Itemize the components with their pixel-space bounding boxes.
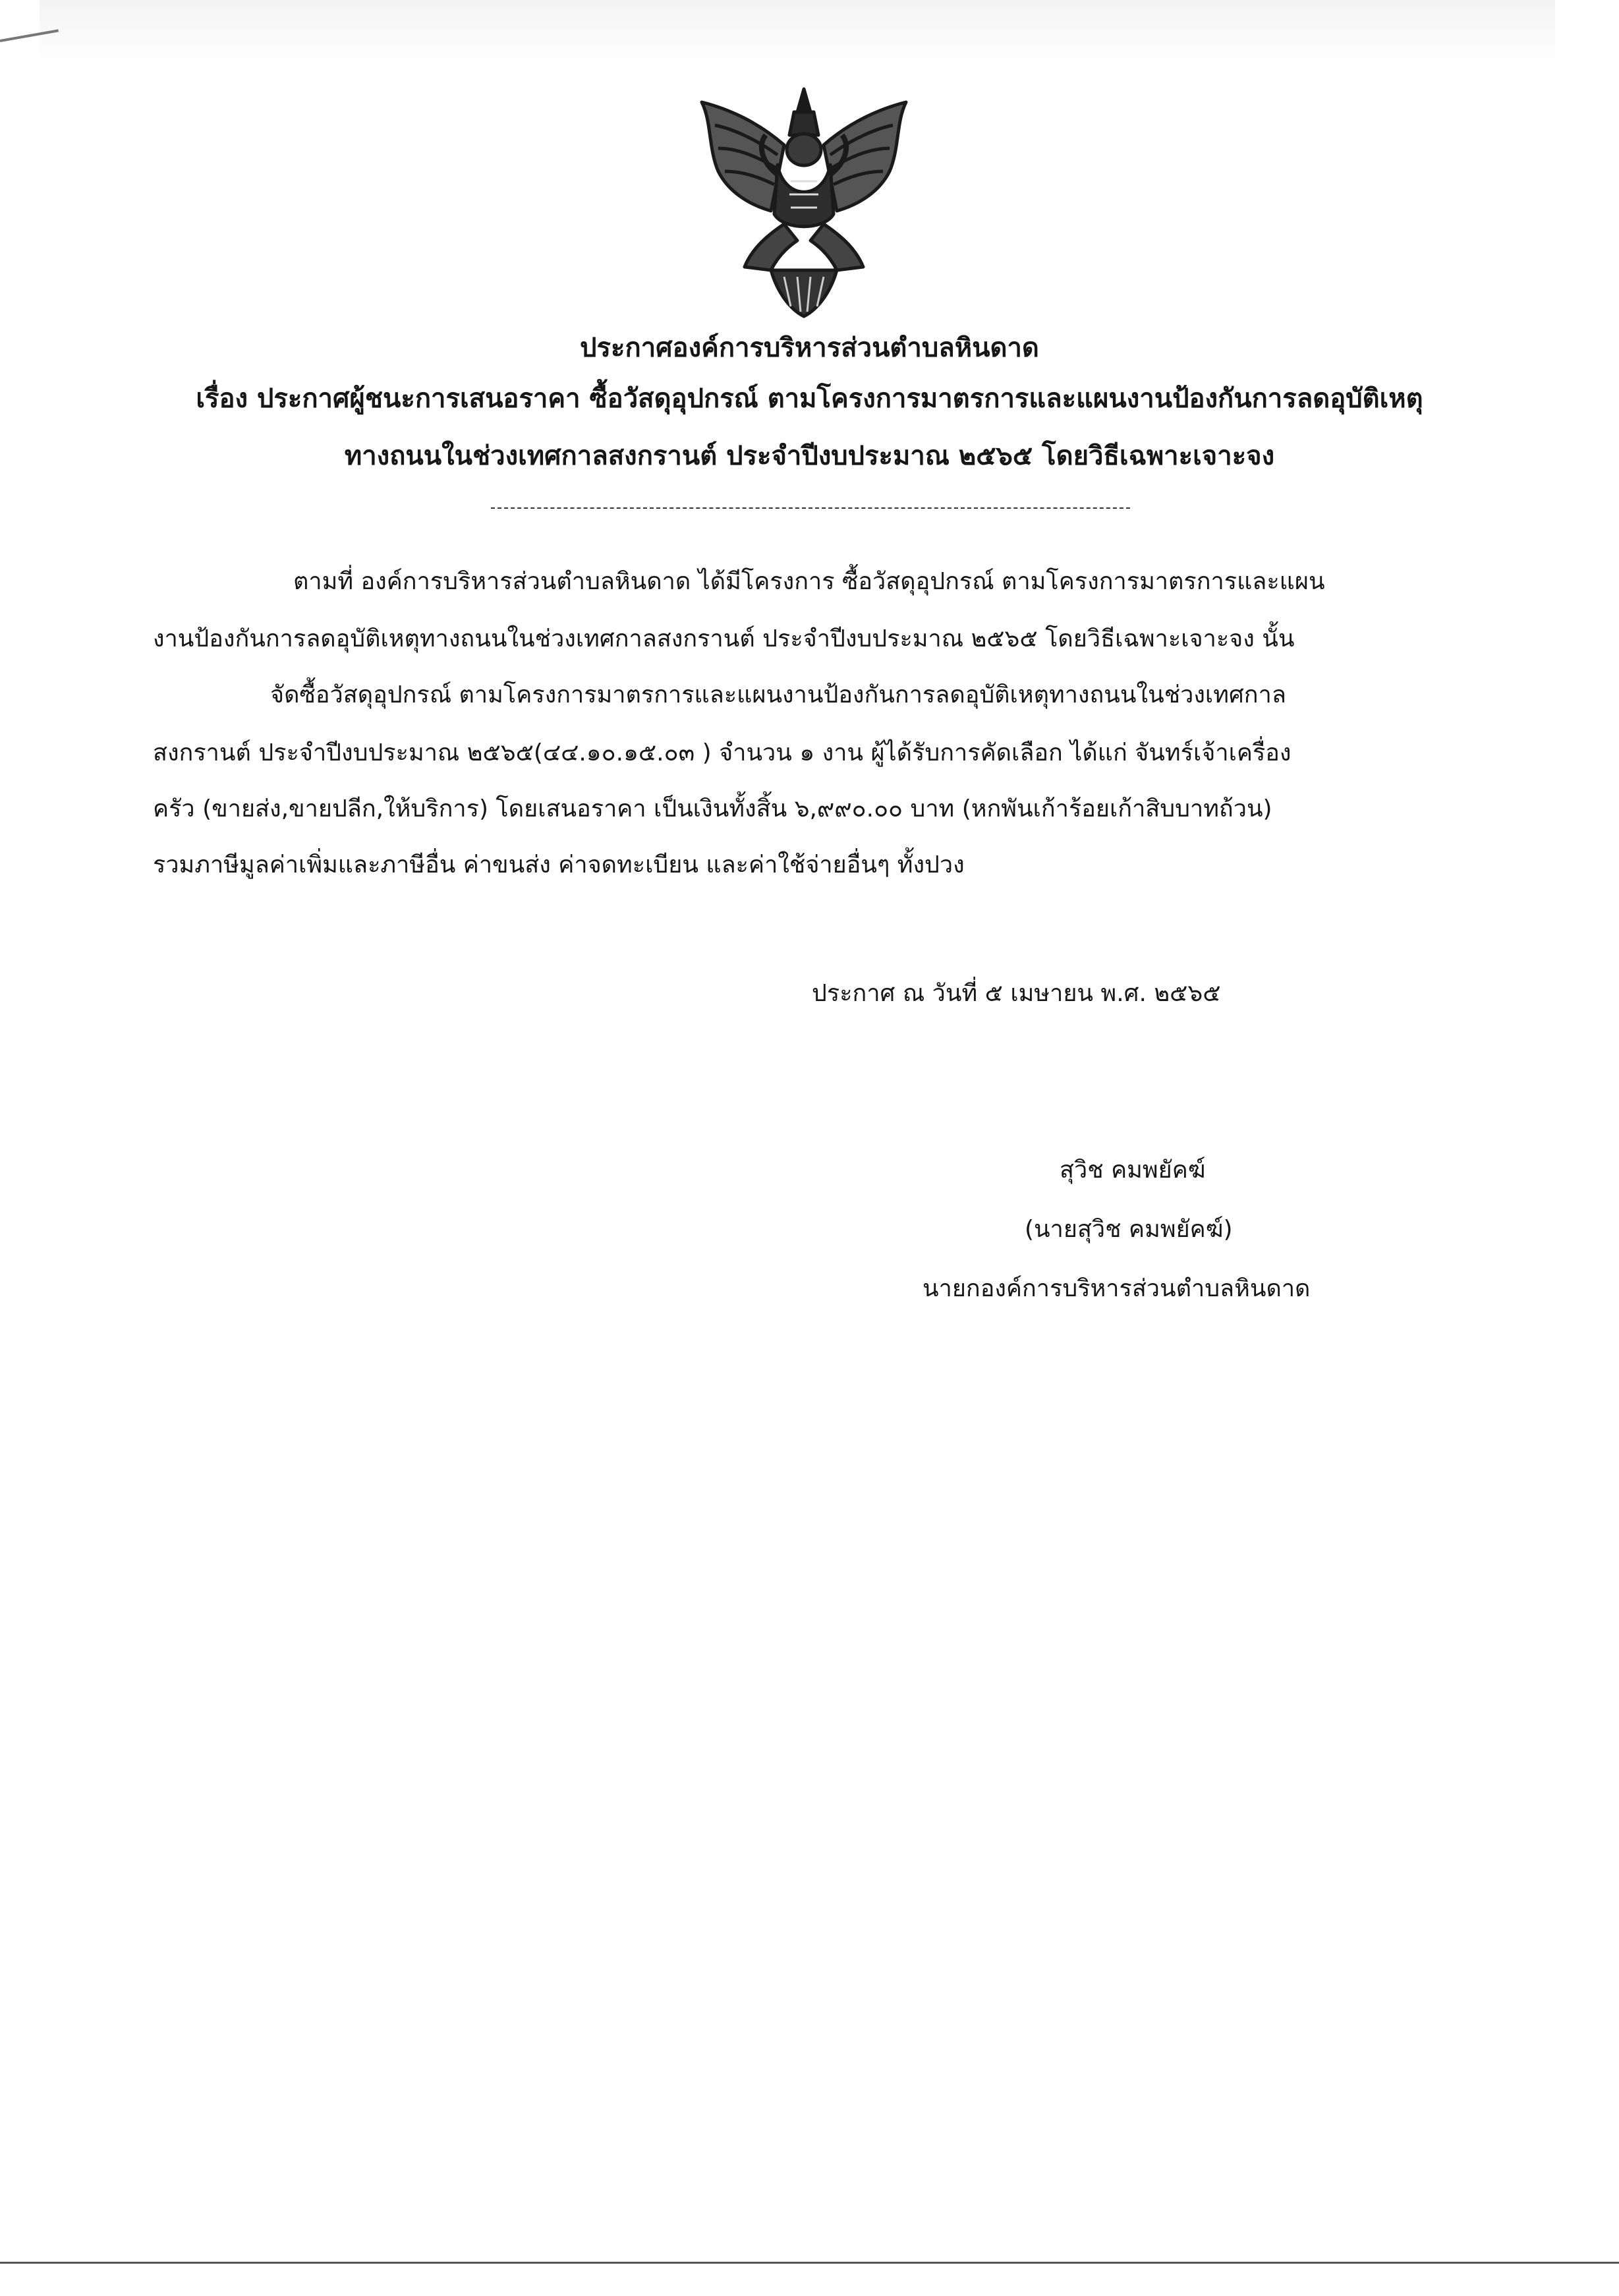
announce-date: ประกาศ ณ วันที่ ๕ เมษายน พ.ศ. ๒๕๖๕ bbox=[812, 980, 1221, 1007]
paragraph-line: จัดซื้อวัสดุอุปกรณ์ ตามโครงการมาตรการและแผนงานป้องกันการลดอุบัติเหตุทางถนนในช่วงเทศกาล bbox=[270, 681, 1286, 708]
scan-artifact-bottom bbox=[0, 2262, 1619, 2264]
garuda-emblem bbox=[692, 82, 916, 320]
paragraph-line: สงกรานต์ ประจำปีงบประมาณ ๒๕๖๕(๔๔.๑๐.๑๕.๐๓ ) จำนวน ๑ งาน ผู้ได้รับการคัดเลือก ได้แก่ จันทร์เจ้าเครื่อง bbox=[153, 739, 1292, 766]
paragraph-line: รวมภาษีมูลค่าเพิ่มและภาษีอื่น ค่าขนส่ง ค่าจดทะเบียน และค่าใช้จ่ายอื่นๆ ทั้งปวง bbox=[153, 851, 965, 878]
signatory-full-name: (นายสุวิช คมพยัคฆ์) bbox=[1025, 1216, 1233, 1243]
subject-heading-cont: ทางถนนในช่วงเทศกาลสงกรานต์ ประจำปีงบประมาณ ๒๕๖๕ โดยวิธีเฉพาะเจาะจง bbox=[344, 441, 1275, 471]
signature-name: สุวิช คมพยัคฆ์ bbox=[1060, 1157, 1206, 1184]
subject-heading: เรื่อง ประกาศผู้ชนะการเสนอราคา ซื้อวัสดุอุปกรณ์ ตามโครงการมาตรการและแผนงานป้องกันการลดอุบัติเหตุ bbox=[196, 384, 1423, 414]
signatory-title: นายกองค์การบริหารส่วนตำบลหินดาด bbox=[923, 1275, 1311, 1302]
dashed-separator bbox=[491, 507, 1130, 509]
scan-artifact-top bbox=[40, 0, 1555, 59]
paragraph-line: ตามที่ องค์การบริหารส่วนตำบลหินดาด ได้มีโครงการ ซื้อวัสดุอุปกรณ์ ตามโครงการมาตรการและแผน bbox=[293, 568, 1325, 595]
org-heading: ประกาศองค์การบริหารส่วนตำบลหินดาด bbox=[580, 333, 1039, 363]
paragraph-line: งานป้องกันการลดอุบัติเหตุทางถนนในช่วงเทศกาลสงกรานต์ ประจำปีงบประมาณ ๒๕๖๕ โดยวิธีเฉพาะเจาะจง นั้น bbox=[153, 625, 1295, 652]
paragraph-line: ครัว (ขายส่ง,ขายปลีก,ให้บริการ) โดยเสนอราคา เป็นเงินทั้งสิ้น ๖,๙๙๐.๐๐ บาท (หกพันเก้าร้อยเก้าสิบบาทถ้วน) bbox=[153, 795, 1272, 822]
